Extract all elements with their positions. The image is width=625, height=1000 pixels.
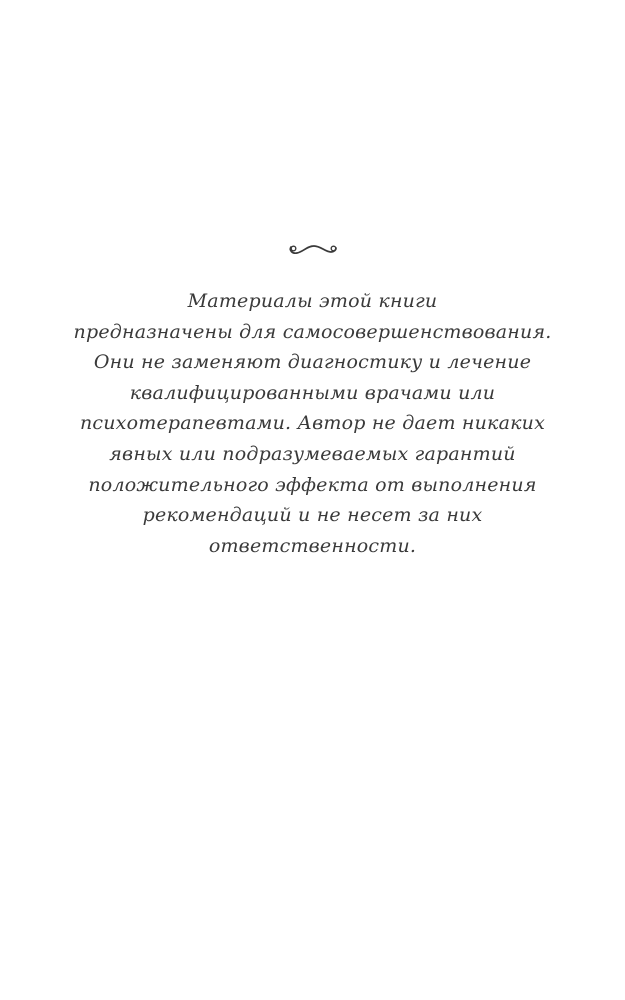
swash-flourish-icon <box>287 238 339 260</box>
disclaimer-line: предназначены для самосовершенствования. <box>73 320 552 343</box>
disclaimer-line: Они не заменяют диагностику и лечение <box>93 351 532 374</box>
disclaimer-line: психотерапевтами. Автор не дает никаких <box>79 412 546 435</box>
disclaimer-line: Материалы этой книги <box>187 290 438 312</box>
disclaimer-text <box>40 286 585 561</box>
disclaimer-line: явных или подразумеваемых гарантий <box>109 442 516 465</box>
disclaimer-line: ответственности. <box>208 534 417 557</box>
disclaimer-line: положительного эффекта от выполнения <box>88 473 537 496</box>
disclaimer-line: рекомендаций и не несет за них <box>142 504 483 527</box>
disclaimer-line: квалифицированными врачами или <box>129 381 496 404</box>
